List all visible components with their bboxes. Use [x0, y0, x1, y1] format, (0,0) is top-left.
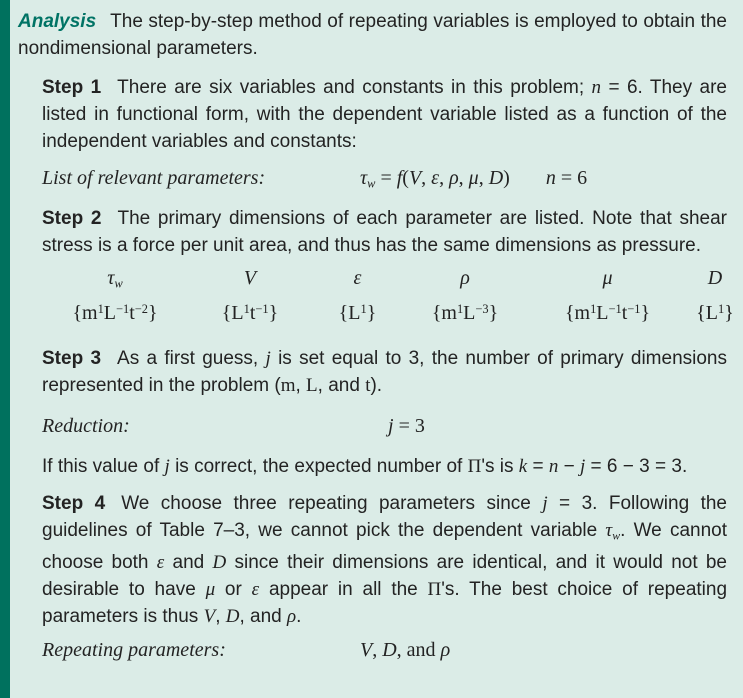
analysis-label: Analysis — [18, 11, 97, 32]
page-content — [10, 0, 743, 698]
symbol-D: D — [707, 267, 723, 289]
dims-rho: $\{m^1L^{-3}\}$ — [431, 302, 499, 325]
step2-label: Step 2 — [42, 208, 102, 229]
left-accent-bar — [0, 0, 10, 698]
dims-mu: $\{m^1L^{-1}t^{-1}\}$ — [564, 302, 651, 325]
repeating-parameters-label: Repeating parameters: — [42, 638, 226, 661]
step4-text: We choose three repeating parameters since j = 3. Following the guidelines of Table 7–3, we cannot pick the dependent variable τw. We cannot choose both ε and D since their dimensions are identical, and it would not be desirable to have μ or ε appear in all the Π's. The best choice of repeating parameters is thus V, D, and ρ. — [42, 492, 728, 627]
relevant-parameters-label: List of relevant parameters: — [42, 167, 266, 189]
functional-form-equation: τw = f(V, ε, ρ, μ, D) — [360, 167, 510, 191]
step2-text: The primary dimensions of each parameter are listed. Note that shear stress is a force per unit area, and thus has the same dimensions as pressure. — [42, 208, 727, 256]
step1-label: Step 1 — [42, 77, 102, 98]
symbol-mu: μ — [602, 267, 613, 289]
dims-epsilon: $\{L^1\}$ — [338, 302, 377, 325]
step3-label: Step 3 — [42, 347, 102, 369]
repeating-parameters-row — [42, 635, 727, 665]
step4-label: Step 4 — [42, 492, 106, 514]
step3-paragraph — [42, 345, 727, 399]
step1-text: There are six variables and constants in this problem; n = 6. They are listed in functional form, with the dependent variable listed as a function of the independent variables and constants: — [42, 77, 727, 152]
reduction-label: Reduction: — [42, 414, 130, 437]
step2-paragraph — [42, 205, 727, 259]
reduction-row — [42, 411, 727, 441]
step1-paragraph — [42, 74, 727, 155]
dimensions-table — [40, 265, 740, 327]
analysis-text: The step-by-step method of repeating variables is employed to obtain the nondimensional parameters. — [18, 11, 727, 59]
dimensions-value-row — [40, 296, 740, 326]
symbol-epsilon: ε — [353, 267, 362, 289]
expected-pi-paragraph — [42, 453, 727, 480]
repeating-parameters-value: V, D, and ρ — [360, 638, 451, 661]
symbol-rho: ρ — [460, 267, 470, 289]
variable-count: n = 6 — [545, 167, 588, 189]
reduction-value: j = 3 — [388, 414, 425, 437]
symbol-tau-w: τw — [107, 267, 123, 291]
symbol-V: V — [243, 267, 257, 289]
dims-D: $\{L^1\}$ — [696, 302, 734, 325]
dimensions-symbol-row — [40, 265, 740, 296]
step3-text: As a first guess, j is set equal to 3, the number of primary dimensions represented in the problem (m, L, and t). — [42, 347, 727, 396]
dims-V: $\{L^1t^{-1}\}$ — [221, 302, 279, 325]
analysis-paragraph — [18, 8, 727, 62]
dims-tau-w: $\{m^1L^{-1}t^{-2}\}$ — [72, 302, 158, 325]
relevant-parameters-row — [42, 163, 727, 193]
expected-pi-text: If this value of j is correct, the expected number of Π's is k = n − j = 6 − 3 = 3. — [42, 455, 688, 477]
step4-paragraph — [42, 490, 727, 630]
